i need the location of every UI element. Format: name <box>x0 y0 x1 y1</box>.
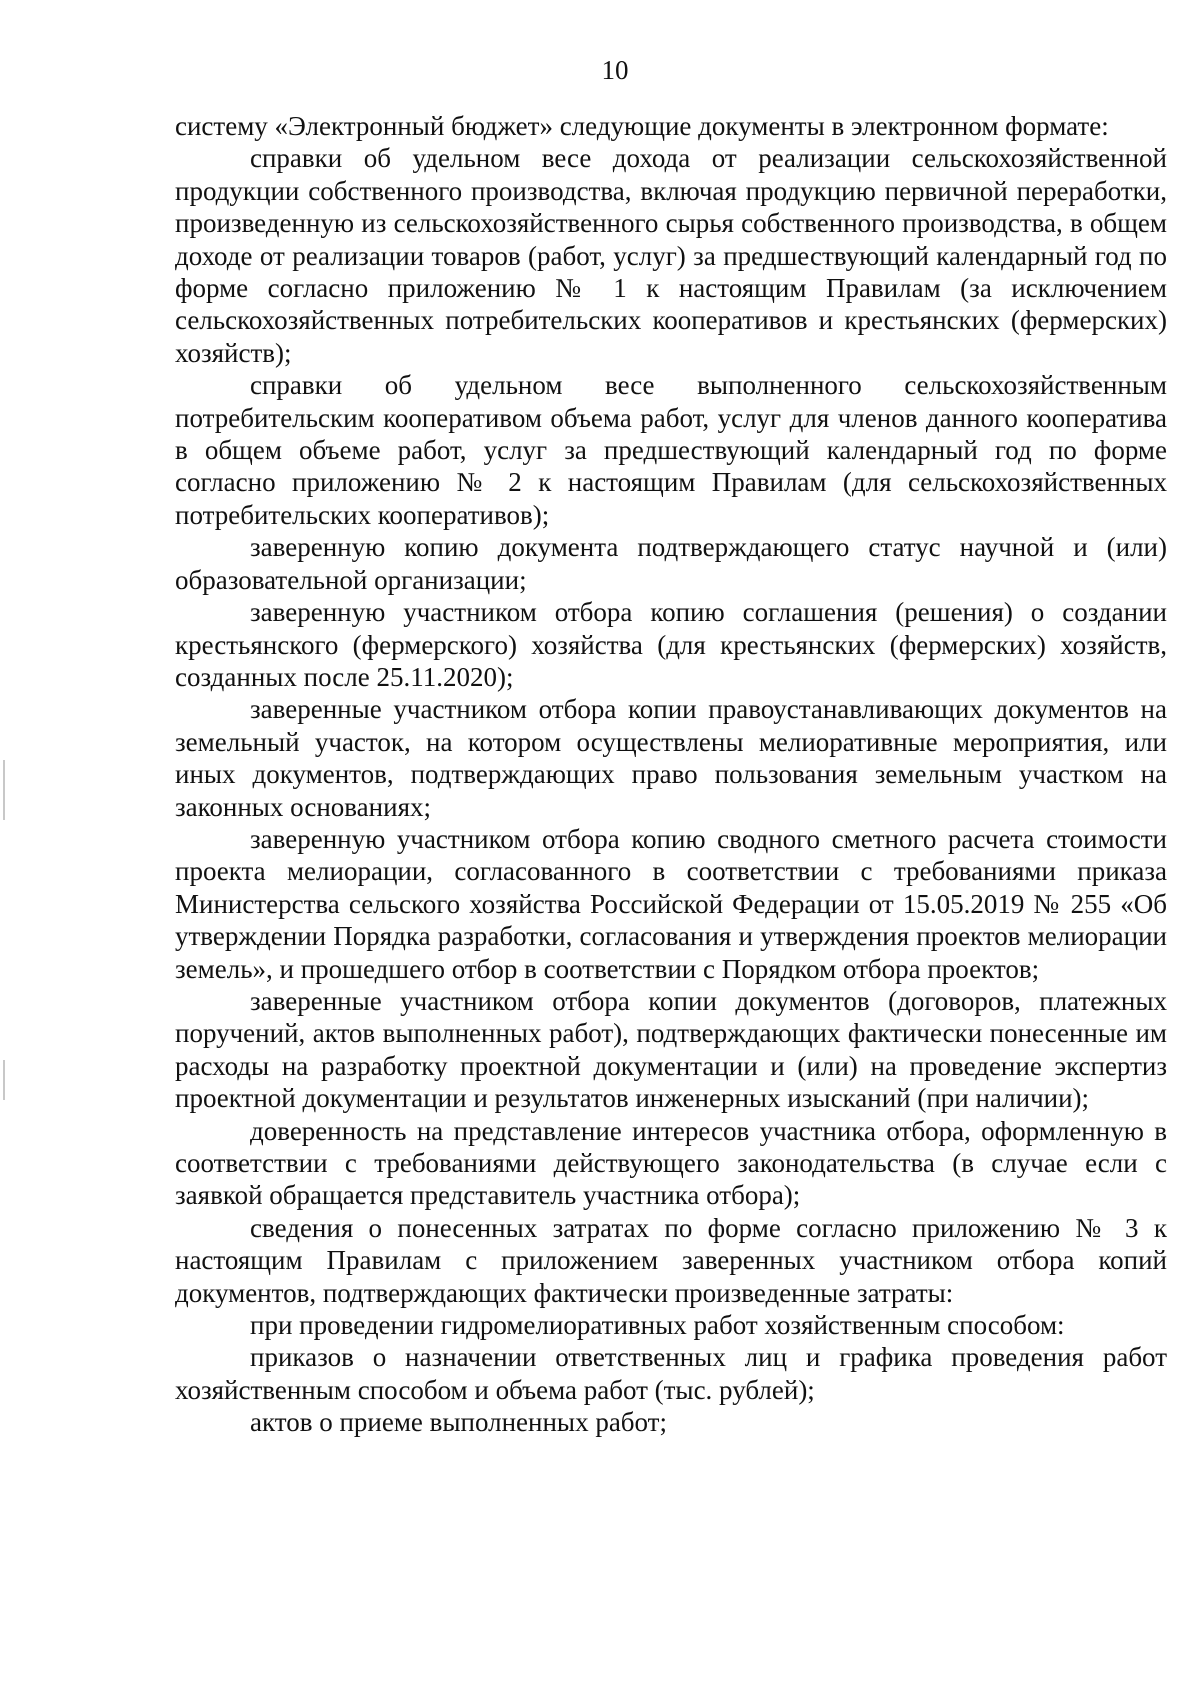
paragraph-scientific-status-copy: заверенную копию документа подтверждающего статус научной и (или) образовательной организации; <box>175 532 1167 595</box>
paragraph-incurred-costs: сведения о понесенных затратах по форме согласно приложению № 3 к настоящим Правилам с приложением заверенных участником отбора копий документов, подтверждающих фактически произведенные затраты: <box>175 1212 1167 1308</box>
paragraph-cost-estimate-copy: заверенную участником отбора копию сводного сметного расчета стоимости проекта мелиорации, согласованного в соответствии с требованиями приказа Министерства сельского хозяйства Российской Федерации от 15.05.2019 № 255 «Об утверждении Порядка разработки, согласования и утверждения проектов мелиорации земель», и прошедшего отбор в соответствии с Порядком отбора проектов; <box>175 823 1167 984</box>
paragraph-land-rights-documents: заверенные участником отбора копии правоустанавливающих документов на земельный участок, на котором осуществлены мелиоративные мероприятия, или иных документов, подтверждающих право пользования земельным участком на законных основаниях; <box>175 694 1167 822</box>
paragraph-continuation: систему «Электронный бюджет» следующие документы в электронном формате: <box>175 111 1109 141</box>
page-number: 10 <box>601 55 629 85</box>
paragraph-acceptance-acts: актов о приеме выполненных работ; <box>250 1407 667 1438</box>
document-body <box>175 110 1167 1439</box>
scan-edge-mark <box>3 1060 5 1100</box>
paragraph-power-of-attorney: доверенность на представление интересов участника отбора, оформленную в соответствии с требованиями действующего законодательства (в случае если с заявкой обращается представитель участника отбора); <box>175 1115 1167 1211</box>
paragraph-cooperative-work-share-certificate: справки об удельном весе выполненного сельскохозяйственным потребительским кооперативом объема работ, услуг для членов данного кооператива в общем объеме работ, услуг за предшествующий календарный год по форме согласно приложению № 2 к настоящим Правилам (для сельскохозяйственных потребительских кооперативов); <box>175 370 1167 530</box>
paragraph-expense-documents: заверенные участником отбора копии документов (договоров, платежных поручений, актов выполненных работ), подтверждающих фактически понесенные им расходы на разработку проектной документации и (или) на проведение экспертиз проектной документации и результатов инженерных изысканий (при наличии); <box>175 985 1167 1114</box>
paragraph-orders-schedule: приказов о назначении ответственных лиц и графика проведения работ хозяйственным способом и объема работ (тыс. рублей); <box>175 1342 1167 1405</box>
paragraph-income-share-certificate: справки об удельном весе дохода от реализации сельскохозяйственной продукции собственного производства, включая продукцию первичной переработки, произведенную из сельскохозяйственного сырья собственного производства, в общем доходе от реализации товаров (работ, услуг) за предшествующий календарный год по форме согласно приложению № 1 к настоящим Правилам (за исключением сельскохозяйственных потребительских кооперативов и крестьянских (фермерских) хозяйств); <box>175 143 1167 368</box>
paragraph-economic-method: при проведении гидромелиоративных работ хозяйственным способом: <box>250 1310 1065 1341</box>
paragraph-farm-agreement-copy: заверенную участником отбора копию соглашения (решения) о создании крестьянского (фермерского) хозяйства (для крестьянских (фермерских) хозяйств, созданных после 25.11.2020); <box>175 597 1167 692</box>
scan-edge-mark <box>3 760 5 820</box>
